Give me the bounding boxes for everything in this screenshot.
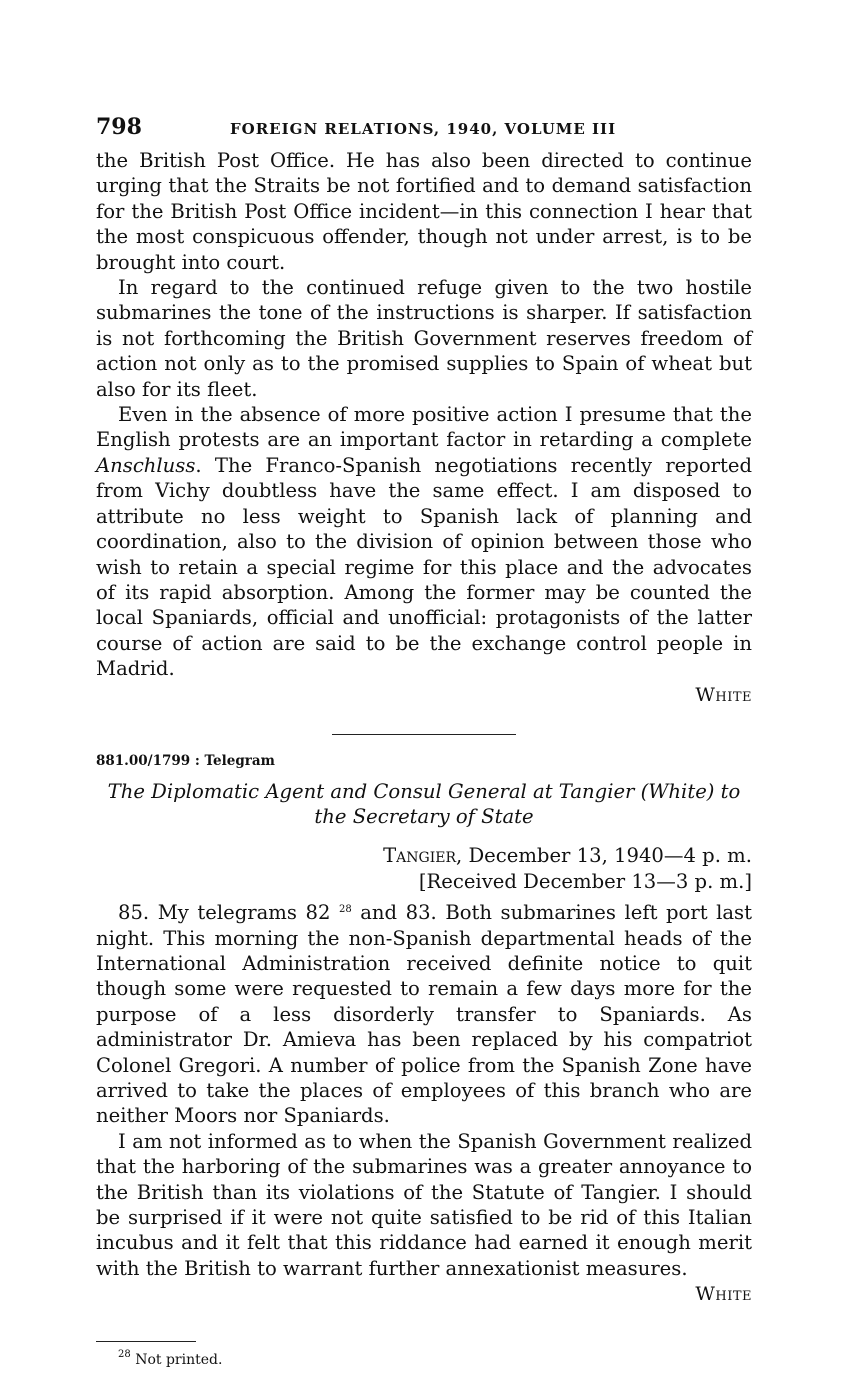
paragraph: In regard to the continued refuge given to the two hostile submarines the tone of the instructions is sharper. If satisfaction is not forthcoming the British Government reserves freedom of action not only as to the promised supplies to Spain of wheat but also for its fleet. — [96, 276, 752, 401]
footnote-ref: 28 — [338, 904, 352, 916]
page-header — [96, 108, 752, 148]
dateline-place: Tangier — [383, 844, 456, 868]
paragraph — [96, 900, 752, 1129]
footnote-number: 28 — [118, 1349, 131, 1361]
italic-term: Anschluss — [96, 453, 196, 477]
page-number: 798 — [96, 114, 142, 140]
file-reference: 881.00/1799 : Telegram — [96, 752, 275, 769]
dateline-sent — [96, 843, 752, 868]
footnote-divider — [96, 1341, 196, 1342]
signature: White — [695, 683, 752, 706]
dateline-date: , December 13, 1940—4 p. m. — [456, 844, 752, 868]
document-title: The Diplomatic Agent and Consul General at Tangier (White) to the Secretary of State — [107, 779, 741, 828]
paragraph: I am not informed as to when the Spanish Government realized that the harboring of the submarines was a greater annoyance to the British than its violations of the Statute of Tangier. I should be surprised if it were not quite satisfied to be rid of this Italian incubus and it felt that this riddance had earned it enough merit with the British to warrant further annexationist measures. — [96, 1129, 752, 1280]
paragraph: the British Post Office. He has also been directed to continue urging that the Straits be not fortified and to demand satisfaction for the British Post Office incident—in this connection I hear that the most conspicuous offender, though not under arrest, is to be brought into court. — [96, 149, 752, 274]
text-run: Even in the absence of more positive action I presume that the English protests are an important factor in retarding a complete — [96, 403, 752, 452]
section-divider — [332, 734, 516, 735]
dateline-received: [Received December 13—3 p. m.] — [418, 869, 752, 893]
running-title: FOREIGN RELATIONS, 1940, VOLUME III — [230, 120, 617, 138]
signature: White — [695, 1283, 752, 1306]
text-run: and 83. Both submarines left port last night. This morning the non-Spanish departmental heads of the International Administration received definite notice to quit though some were requested to remain a few days more for the purpose of a less disorderly transfer to Spaniards. As administrator Dr. Amieva has been replaced by his compatriot Colonel Gregori. A number of police from the Spanish Zone have arrived to take the places of employees of this branch who are neither Moors nor Spaniards. — [96, 901, 752, 1128]
dateline — [96, 843, 752, 894]
text-run: 85. My telegrams 82 — [118, 901, 339, 925]
text-run: . The Franco-Spanish negotiations recently reported from Vichy doubtless have the same effect. I am disposed to attribute no less weight to Spanish lack of planning and coordination, also to the division of opinion between those who wish to retain a special regime for this place and the advocates of its rapid absorption. Among the former may be counted the local Spaniards, official and unofficial: protagonists of the latter course of action are said to be the exchange control people in Madrid. — [96, 453, 752, 681]
paragraph — [96, 402, 752, 681]
footnote-text: Not printed. — [135, 1352, 223, 1369]
document-page — [96, 108, 752, 1368]
footnote — [96, 1349, 752, 1369]
